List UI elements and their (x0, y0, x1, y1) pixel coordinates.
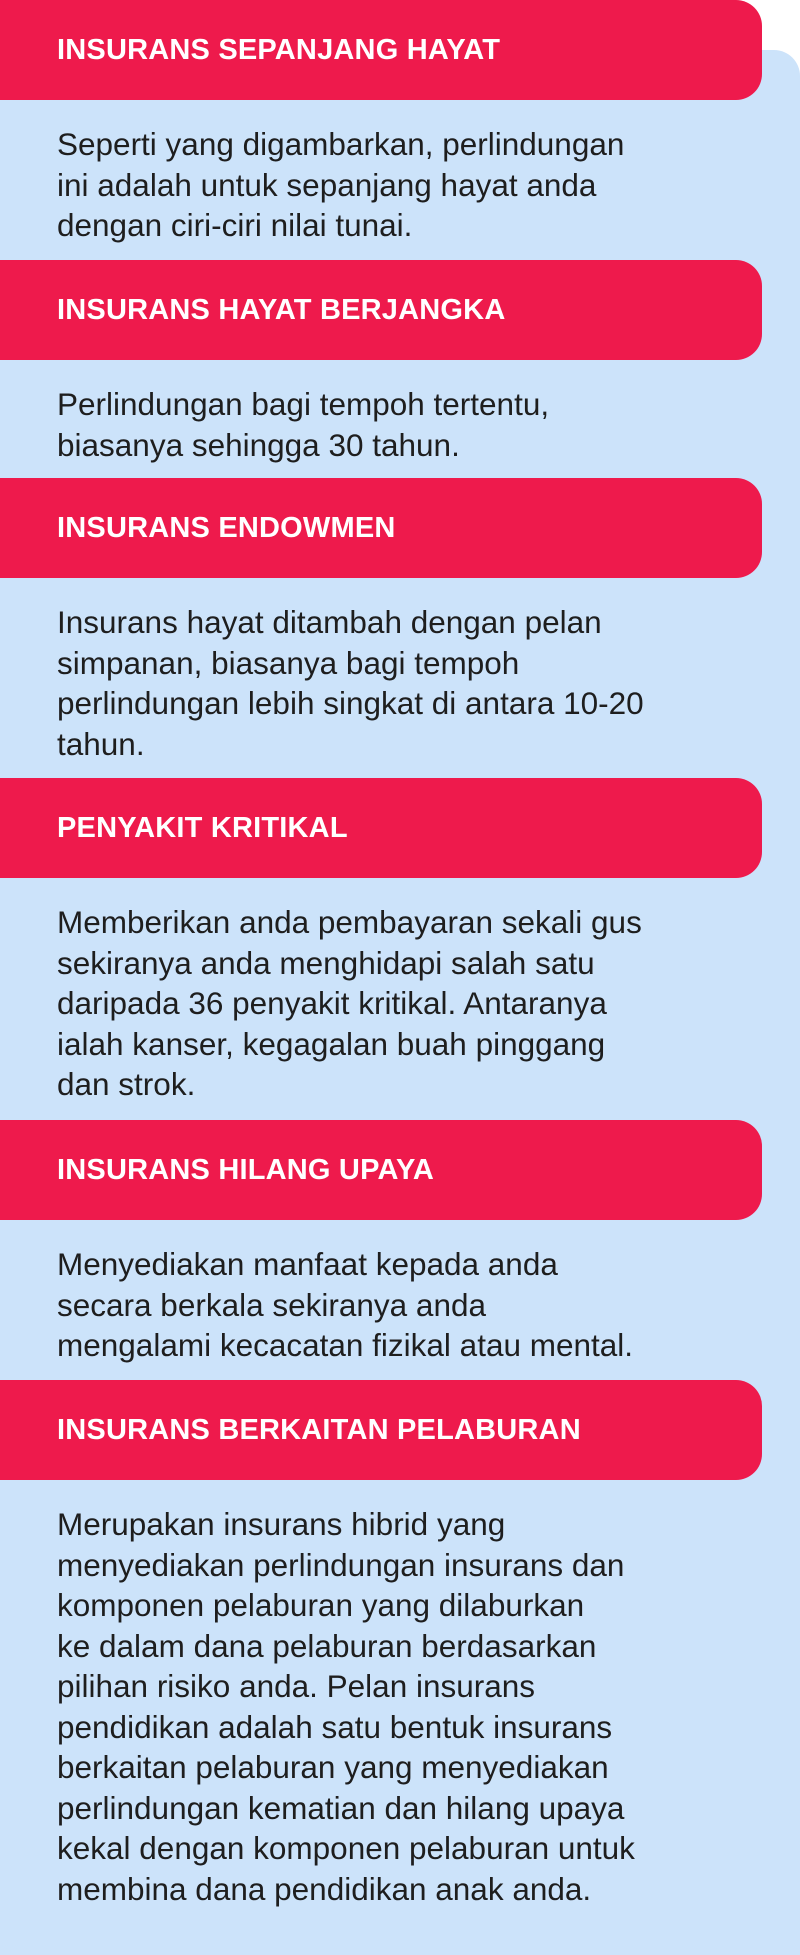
section-title: INSURANS BERKAITAN PELABURAN (57, 1413, 581, 1446)
section-description: Insurans hayat ditambah dengan pelan simpanan, biasanya bagi tempoh perlindungan lebih singkat di antara 10-20 tahun. (57, 604, 644, 762)
section-title: PENYAKIT KRITIKAL (57, 811, 348, 844)
section-header-insurans-berkaitan-pelaburan (0, 1380, 762, 1480)
section-header-insurans-sepanjang-hayat (0, 0, 762, 100)
section-title: INSURANS HILANG UPAYA (57, 1153, 434, 1186)
section-header-insurans-hayat-berjangka (0, 260, 762, 360)
section-title: INSURANS SEPANJANG HAYAT (57, 33, 501, 66)
section-description: Memberikan anda pembayaran sekali gus sekiranya anda menghidapi salah satu daripada 36 penyakit kritikal. Antaranya ialah kanser, kegagalan buah pinggang dan strok. (57, 904, 642, 1102)
section-header-insurans-endowmen (0, 478, 762, 578)
section-header-insurans-hilang-upaya (0, 1120, 762, 1220)
section-description: Merupakan insurans hibrid yang menyediakan perlindungan insurans dan komponen pelaburan yang dilaburkan ke dalam dana pelaburan berdasarkan pilihan risiko anda. Pelan insurans pendidikan adalah satu bentuk insurans berkaitan pelaburan yang menyediakan perlindungan kematian dan hilang upaya kekal dengan komponen pelaburan untuk membina dana pendidikan anak anda. (57, 1506, 635, 1907)
section-description: Seperti yang digambarkan, perlindungan ini adalah untuk sepanjang hayat anda dengan ciri-ciri nilai tunai. (57, 126, 625, 243)
section-header-penyakit-kritikal (0, 778, 762, 878)
section-title: INSURANS HAYAT BERJANGKA (57, 293, 506, 326)
section-description: Menyediakan manfaat kepada anda secara berkala sekiranya anda mengalami kecacatan fizikal atau mental. (57, 1246, 634, 1363)
section-description: Perlindungan bagi tempoh tertentu, biasanya sehingga 30 tahun. (57, 386, 550, 463)
section-title: INSURANS ENDOWMEN (57, 511, 396, 544)
